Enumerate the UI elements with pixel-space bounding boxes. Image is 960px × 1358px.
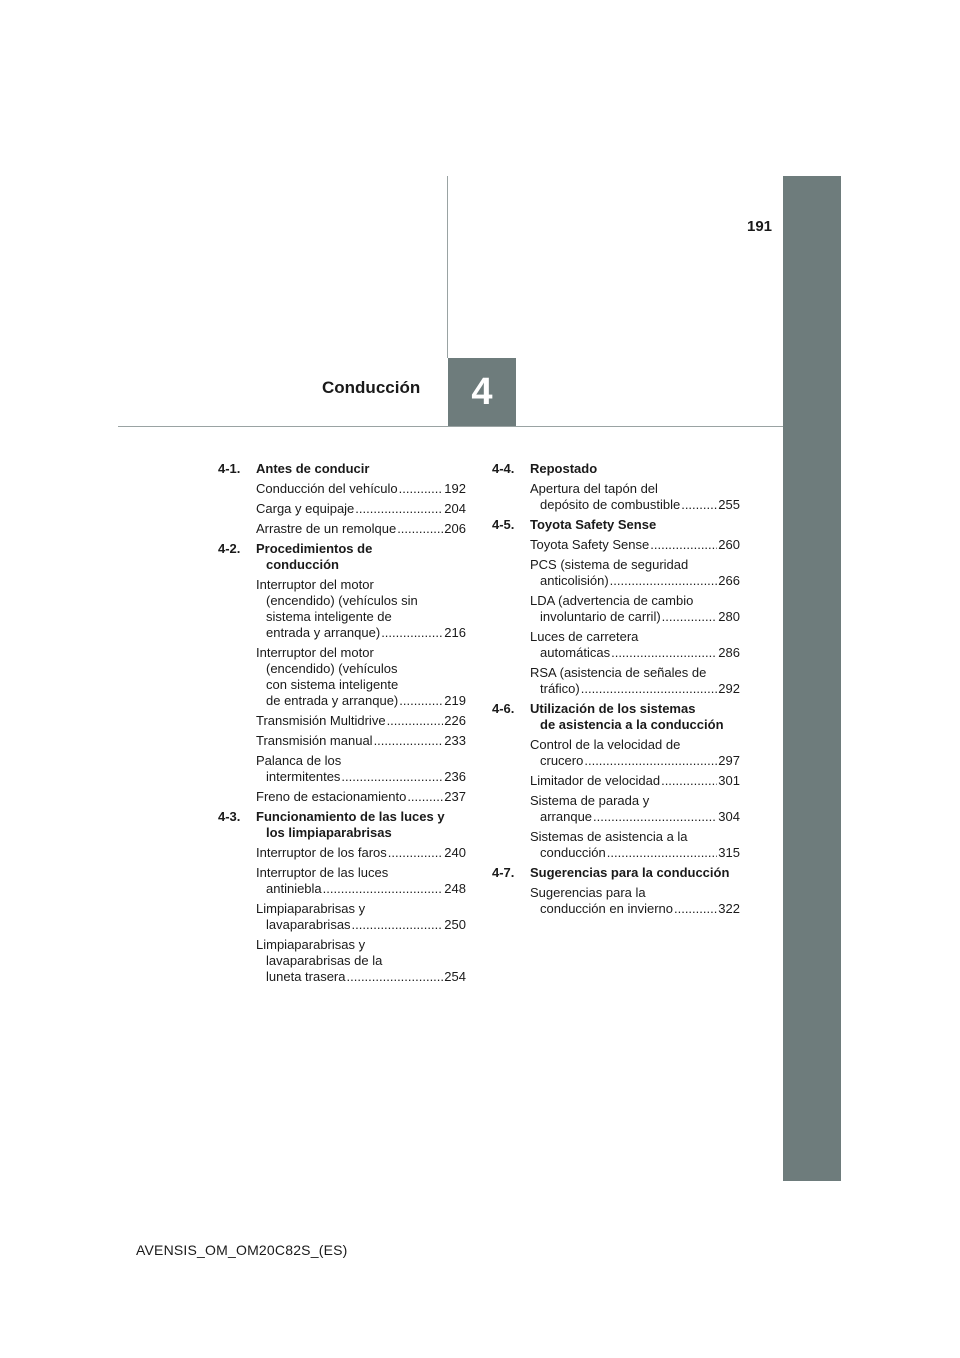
- entry-page-number[interactable]: 250: [444, 917, 466, 932]
- entry-text-line: arranque: [540, 809, 593, 824]
- entry-text-line: Apertura del tapón del: [530, 481, 658, 496]
- entry-text-line: Transmisión manual: [256, 733, 373, 748]
- section-title-line: Funcionamiento de las luces y: [256, 809, 445, 824]
- section-title: [256, 461, 466, 477]
- entry-page-number[interactable]: 219: [444, 693, 466, 708]
- entry-text-line: Interruptor del motor: [256, 577, 374, 592]
- toc-entry[interactable]: [530, 557, 740, 589]
- section-number: 4-7.: [492, 865, 515, 880]
- dot-leader: [387, 713, 444, 729]
- section-heading: [492, 517, 740, 533]
- entry-last-line: [256, 845, 466, 861]
- entry-last-line: [256, 713, 466, 729]
- entry-text-line: lavaparabrisas de la: [266, 953, 383, 968]
- chapter-title: Conducción: [322, 378, 421, 397]
- dot-leader: [388, 845, 444, 861]
- toc-entry[interactable]: [256, 577, 466, 641]
- toc-entry[interactable]: [530, 829, 740, 861]
- dot-leader: [650, 537, 717, 553]
- entry-text-line: Sistema de parada y: [530, 793, 650, 808]
- dot-leader: [352, 917, 444, 933]
- dot-leader: [607, 845, 718, 861]
- entry-text-line: involuntario de carril): [540, 609, 661, 624]
- entry-last-line: [256, 733, 466, 749]
- entry-last-line: [530, 753, 740, 769]
- entry-page-number[interactable]: 248: [444, 881, 466, 896]
- entry-page-number[interactable]: 255: [718, 497, 740, 512]
- toc-section: [492, 461, 740, 513]
- toc-entry[interactable]: [256, 481, 466, 497]
- section-title-line: Procedimientos de: [256, 541, 373, 556]
- dot-leader: [374, 733, 444, 749]
- dot-leader: [341, 769, 443, 785]
- entry-text-line: Sugerencias para la: [530, 885, 646, 900]
- entry-last-line: [530, 809, 740, 825]
- entry-text-line: luneta trasera: [266, 969, 346, 984]
- dot-leader: [661, 773, 717, 789]
- entry-text-line: LDA (advertencia de cambio: [530, 593, 694, 608]
- entry-text-line: automáticas: [540, 645, 611, 660]
- entry-last-line: [530, 497, 740, 513]
- entry-text-line: Interruptor de los faros: [256, 845, 387, 860]
- entry-page-number[interactable]: 240: [444, 845, 466, 860]
- section-number: 4-4.: [492, 461, 515, 476]
- entry-text-line: Carga y equipaje: [256, 501, 355, 516]
- entry-text-line: Freno de estacionamiento: [256, 789, 407, 804]
- entry-last-line: [530, 773, 740, 789]
- toc-entry[interactable]: [530, 481, 740, 513]
- entry-text-line: depósito de combustible: [540, 497, 681, 512]
- entry-text-line: Conducción del vehículo: [256, 481, 398, 496]
- toc-column-right: [492, 461, 740, 921]
- dot-leader: [407, 789, 443, 805]
- section-title-line: Utilización de los sistemas: [530, 701, 696, 716]
- entry-page-number[interactable]: 315: [718, 845, 740, 860]
- toc-column-left: [218, 461, 466, 989]
- entry-text-line: Interruptor del motor: [256, 645, 374, 660]
- entry-page-number[interactable]: 226: [444, 713, 466, 728]
- toc-entry[interactable]: [530, 737, 740, 769]
- entry-text-line: PCS (sistema de seguridad: [530, 557, 689, 572]
- entry-text-line: conducción: [540, 845, 606, 860]
- entry-page-number[interactable]: 304: [718, 809, 740, 824]
- toc-entry[interactable]: [256, 521, 466, 537]
- entry-last-line: [530, 609, 740, 625]
- entry-last-line: [256, 789, 466, 805]
- section-heading: [492, 701, 740, 733]
- entry-page-number[interactable]: 206: [444, 521, 466, 536]
- entry-page-number[interactable]: 297: [718, 753, 740, 768]
- section-heading: [218, 461, 466, 477]
- dot-leader: [355, 501, 443, 517]
- entry-page-number[interactable]: 216: [444, 625, 466, 640]
- entry-last-line: [530, 645, 740, 661]
- toc-entry[interactable]: [256, 753, 466, 785]
- section-title-line: conducción: [266, 557, 339, 572]
- section-heading: [218, 541, 466, 573]
- entry-page-number[interactable]: 204: [444, 501, 466, 516]
- section-title: [530, 865, 740, 881]
- dot-leader: [593, 809, 717, 825]
- toc-entry[interactable]: [256, 733, 466, 749]
- toc-entry[interactable]: [256, 845, 466, 861]
- dot-leader: [581, 681, 718, 697]
- section-title-line: de asistencia a la conducción: [540, 717, 724, 732]
- toc-entry[interactable]: [530, 773, 740, 789]
- entry-page-number[interactable]: 266: [718, 573, 740, 588]
- toc-entry[interactable]: [256, 901, 466, 933]
- section-title-line: los limpiaparabrisas: [266, 825, 392, 840]
- entry-page-number[interactable]: 286: [718, 645, 740, 660]
- entry-text-line: Toyota Safety Sense: [530, 537, 650, 552]
- dot-leader: [347, 969, 444, 985]
- entry-text-line: (encendido) (vehículos sin: [266, 593, 418, 608]
- dot-leader: [681, 497, 717, 513]
- entry-text-line: Arrastre de un remolque: [256, 521, 397, 536]
- dot-leader: [381, 625, 443, 641]
- entry-text-line: Sistemas de asistencia a la: [530, 829, 688, 844]
- entry-text-line: Limpiaparabrisas y: [256, 937, 366, 952]
- entry-text-line: RSA (asistencia de señales de: [530, 665, 707, 680]
- entry-last-line: [256, 769, 466, 785]
- entry-text-line: con sistema inteligente: [266, 677, 399, 692]
- toc-entry[interactable]: [530, 593, 740, 625]
- entry-text-line: Interruptor de las luces: [256, 865, 389, 880]
- entry-last-line: [256, 481, 466, 497]
- entry-last-line: [256, 625, 466, 641]
- section-title: [530, 461, 740, 477]
- toc-section: [218, 461, 466, 537]
- toc-entry[interactable]: [530, 885, 740, 917]
- section-number: 4-2.: [218, 541, 241, 556]
- entry-last-line: [530, 901, 740, 917]
- section-title-line: Sugerencias para la conducción: [530, 865, 730, 880]
- entry-text-line: tráfico): [540, 681, 580, 696]
- toc-section: [218, 809, 466, 985]
- entry-page-number[interactable]: 192: [444, 481, 466, 496]
- section-title: [530, 517, 740, 533]
- entry-last-line: [530, 537, 740, 553]
- toc-entry[interactable]: [256, 713, 466, 729]
- dot-leader: [399, 693, 443, 709]
- toc-entry[interactable]: [256, 937, 466, 985]
- entry-last-line: [530, 681, 740, 697]
- section-number: 4-5.: [492, 517, 515, 532]
- toc-section: [492, 517, 740, 697]
- entry-page-number[interactable]: 292: [718, 681, 740, 696]
- entry-last-line: [256, 693, 466, 709]
- dot-leader: [584, 753, 717, 769]
- entry-text-line: Limpiaparabrisas y: [256, 901, 366, 916]
- section-title-line: Antes de conducir: [256, 461, 370, 476]
- entry-page-number[interactable]: 233: [444, 733, 466, 748]
- entry-last-line: [256, 917, 466, 933]
- dot-leader: [397, 521, 443, 537]
- entry-last-line: [530, 845, 740, 861]
- toc-entry[interactable]: [256, 789, 466, 805]
- dot-leader: [399, 481, 444, 497]
- entry-text-line: (encendido) (vehículos: [266, 661, 398, 676]
- entry-text-line: intermitentes: [266, 769, 341, 784]
- section-title: [256, 809, 466, 841]
- entry-text-line: lavaparabrisas: [266, 917, 351, 932]
- section-number: 4-6.: [492, 701, 515, 716]
- section-number: 4-1.: [218, 461, 241, 476]
- toc-entry[interactable]: [530, 665, 740, 697]
- header-vertical-divider: [447, 176, 448, 358]
- entry-page-number[interactable]: 280: [718, 609, 740, 624]
- section-number: 4-3.: [218, 809, 241, 824]
- toc-entry[interactable]: [256, 865, 466, 897]
- entry-last-line: [256, 501, 466, 517]
- entry-text-line: Palanca de los: [256, 753, 342, 768]
- toc-entry[interactable]: [530, 793, 740, 825]
- toc-section: [218, 541, 466, 805]
- entry-text-line: Luces de carretera: [530, 629, 639, 644]
- entry-text-line: de entrada y arranque): [266, 693, 399, 708]
- entry-text-line: antiniebla: [266, 881, 322, 896]
- entry-text-line: sistema inteligente de: [266, 609, 392, 624]
- entry-page-number[interactable]: 322: [718, 901, 740, 916]
- toc-entry[interactable]: [256, 501, 466, 517]
- entry-text-line: Transmisión Multidrive: [256, 713, 386, 728]
- entry-text-line: Control de la velocidad de: [530, 737, 681, 752]
- section-title-line: Repostado: [530, 461, 598, 476]
- toc-entry[interactable]: [530, 629, 740, 661]
- entry-page-number[interactable]: 260: [718, 537, 740, 552]
- toc-section: [492, 701, 740, 861]
- entry-last-line: [256, 969, 466, 985]
- header-horizontal-divider: [118, 426, 783, 427]
- section-title: [256, 541, 466, 573]
- entry-text-line: crucero: [540, 753, 584, 768]
- entry-last-line: [530, 573, 740, 589]
- page-number: 191: [747, 218, 773, 235]
- toc-section: [492, 865, 740, 917]
- entry-text-line: anticolisión): [540, 573, 609, 588]
- footer-doc-code: AVENSIS_OM_OM20C82S_(ES): [136, 1242, 348, 1258]
- dot-leader: [610, 573, 718, 589]
- entry-text-line: conducción en invierno: [540, 901, 673, 916]
- section-title: [530, 701, 740, 733]
- entry-last-line: [256, 521, 466, 537]
- dot-leader: [662, 609, 718, 625]
- section-title-line: Toyota Safety Sense: [530, 517, 657, 532]
- chapter-side-tab: [783, 176, 841, 1181]
- entry-page-number[interactable]: 237: [444, 789, 466, 804]
- entry-page-number[interactable]: 236: [444, 769, 466, 784]
- entry-last-line: [256, 881, 466, 897]
- dot-leader: [674, 901, 717, 917]
- chapter-number-badge: 4: [448, 358, 516, 426]
- entry-text-line: entrada y arranque): [266, 625, 381, 640]
- entry-page-number[interactable]: 301: [718, 773, 740, 788]
- section-heading: [492, 865, 740, 881]
- toc-entry[interactable]: [530, 537, 740, 553]
- toc-entry[interactable]: [256, 645, 466, 709]
- section-heading: [218, 809, 466, 841]
- dot-leader: [323, 881, 444, 897]
- dot-leader: [611, 645, 717, 661]
- entry-text-line: Limitador de velocidad: [530, 773, 661, 788]
- entry-page-number[interactable]: 254: [444, 969, 466, 984]
- section-heading: [492, 461, 740, 477]
